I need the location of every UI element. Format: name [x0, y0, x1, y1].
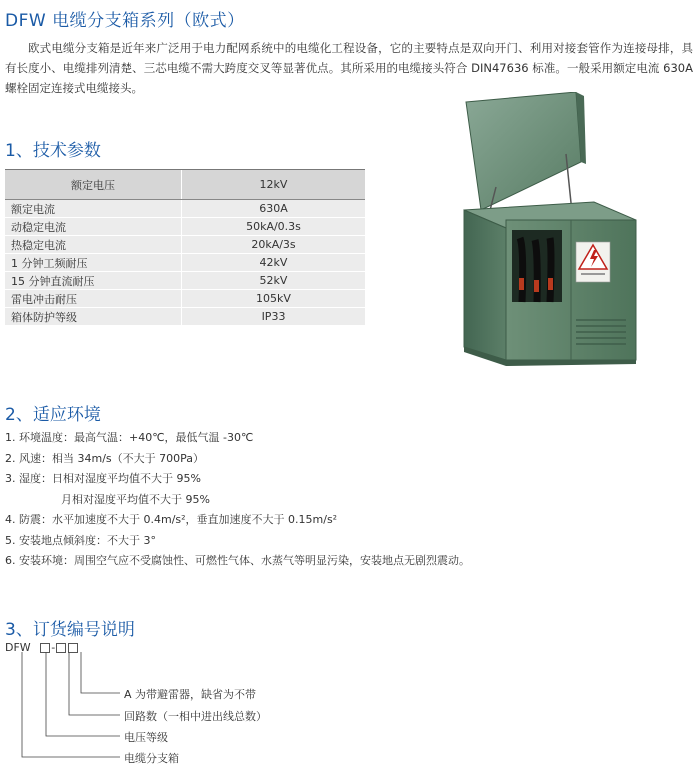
table-cell-param: 动稳定电流	[5, 218, 182, 236]
code-note-arrester: A 为带避雷器，缺省为不带	[124, 688, 257, 701]
table-cell-value: 105kV	[182, 290, 366, 308]
table-cell-value: 630A	[182, 200, 366, 218]
table-cell-value: 42kV	[182, 254, 366, 272]
list-item: 1. 环境温度：最高气温：+40℃，最低气温 -30℃	[5, 431, 254, 444]
code-note-product: 电缆分支箱	[124, 752, 179, 765]
table-cell-param: 15 分钟直流耐压	[5, 272, 182, 290]
table-cell-value: IP33	[182, 308, 366, 326]
table-cell-param: 额定电流	[5, 200, 182, 218]
order-code-prefix: DFW	[5, 641, 31, 654]
section-heading-order-code: 3、订货编号说明	[5, 620, 135, 640]
table-header-cell: 额定电压	[5, 170, 182, 200]
list-item: 6. 安装环境：周围空气应不受腐蚀性、可燃性气体、水蒸气等明显污染，安装地点无剧烈震动。	[5, 554, 470, 567]
list-item: 5. 安装地点倾斜度：不大于 3°	[5, 533, 156, 547]
code-note-voltage: 电压等级	[124, 731, 168, 744]
code-note-circuits: 回路数（一相中进出线总数）	[124, 710, 267, 723]
table-cell-value: 20kA/3s	[182, 236, 366, 254]
table-cell-value: 50kA/0.3s	[182, 218, 366, 236]
code-dash: -	[51, 641, 56, 654]
table-cell-value: 52kV	[182, 272, 366, 290]
table-cell-param: 箱体防护等级	[5, 308, 182, 326]
page-title: DFW 电缆分支箱系列（欧式）	[5, 11, 245, 31]
table-cell-param: 1 分钟工频耐压	[5, 254, 182, 272]
list-item: 4. 防震：水平加速度不大于 0.4m/s²，垂直加速度不大于 0.15m/s²	[5, 513, 338, 526]
intro-paragraph: 欧式电缆分支箱是近年来广泛用于电力配网系统中的电缆化工程设备，它的主要特点是双向开门、利用对接套管作为连接母排，具有长度小、电缆排列清楚、三芯电缆不需大跨度交叉等显著优点。其所采用的电缆接头符合 DIN47636 标准。一般采用额定电流 630A 螺栓固定连接式电缆接头。	[5, 41, 693, 95]
section-heading-tech: 1、技术参数	[5, 141, 101, 161]
list-item: 3. 湿度：日相对湿度平均值不大于 95%	[5, 472, 201, 485]
table-header-cell: 12kV	[182, 170, 366, 200]
list-item: 月相对湿度平均值不大于 95%	[61, 492, 210, 506]
table-cell-param: 热稳定电流	[5, 236, 182, 254]
section-heading-environment: 2、适应环境	[5, 405, 101, 425]
table-cell-param: 雷电冲击耐压	[5, 290, 182, 308]
list-item: 2. 风速：相当 34m/s（不大于 700Pa）	[5, 451, 205, 465]
